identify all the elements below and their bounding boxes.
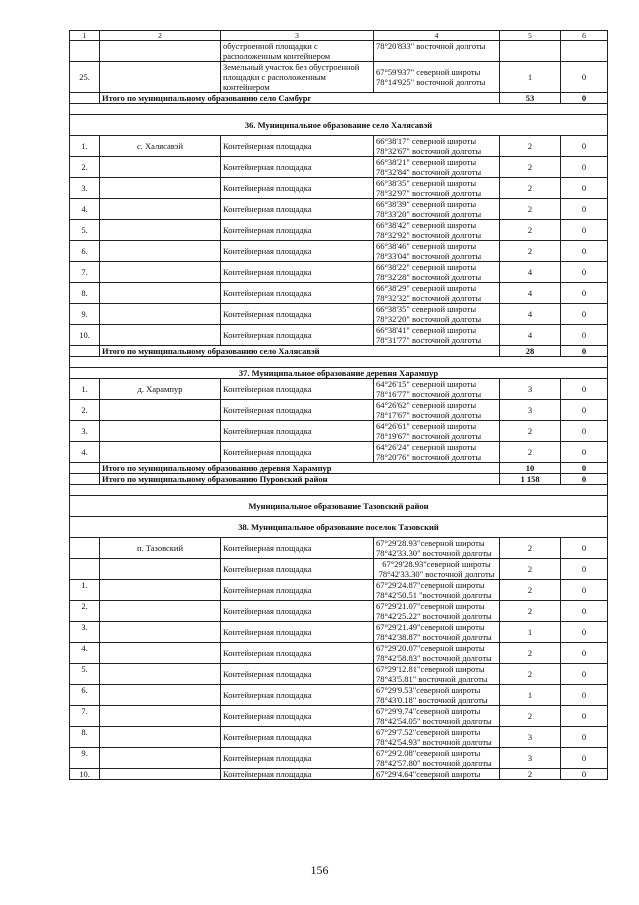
- coordinates: [374, 325, 500, 346]
- section-heading: [70, 115, 608, 136]
- total-label: Итого по муниципальному образованию село Самбург: [100, 93, 500, 104]
- longitude: 78°42'58.83" восточной долготы: [376, 653, 492, 663]
- row-number: 4.: [70, 442, 100, 463]
- continued-row: [70, 41, 608, 62]
- table-row: [70, 136, 608, 157]
- row-number: 6.: [70, 685, 100, 706]
- site-type: Контейнерная площадка: [221, 262, 374, 283]
- container-count: 4: [500, 304, 561, 325]
- row-number: [70, 559, 100, 580]
- longitude: 78°42'33.30" восточной долготы: [378, 569, 495, 579]
- col-header: 6: [561, 31, 608, 41]
- longitude: 78°14'925" восточной долготы: [376, 77, 486, 87]
- table-row: [70, 62, 608, 93]
- section-title: 37. Муниципальное образование деревня Харампур: [70, 368, 608, 379]
- coordinates: [374, 178, 500, 199]
- district-heading: [70, 496, 608, 517]
- table-row: [70, 538, 608, 559]
- container-count: 2: [500, 538, 561, 559]
- row-number: 10.: [70, 325, 100, 346]
- longitude: 78°20'76" восточной долготы: [376, 452, 482, 462]
- total-count: 10: [500, 463, 561, 474]
- container-count: 2: [500, 220, 561, 241]
- coordinates: [374, 559, 500, 580]
- table-row: [70, 400, 608, 421]
- extra-count: 0: [561, 62, 608, 93]
- site-type: Контейнерная площадка: [221, 748, 374, 769]
- extra-count: 0: [561, 178, 608, 199]
- extra-count: 0: [561, 643, 608, 664]
- row-number: 3.: [70, 622, 100, 643]
- container-count: 2: [500, 199, 561, 220]
- coordinates: [374, 664, 500, 685]
- total-row: [70, 93, 608, 104]
- latitude: 67°29'12.81"северной широты: [376, 664, 485, 674]
- row-number: 2.: [70, 400, 100, 421]
- latitude: 67°29'2.08"северной широты: [376, 748, 481, 758]
- longitude: 78°42'38.87" восточной долготы: [376, 632, 492, 642]
- container-sites-table: [69, 30, 608, 780]
- settlement-name: с. Халясавэй: [100, 136, 221, 157]
- latitude: 66°38'22" северной широты: [376, 262, 477, 272]
- row-number: 1.: [70, 136, 100, 157]
- coordinates: [374, 580, 500, 601]
- coordinates: [374, 400, 500, 421]
- extra-count: 0: [561, 538, 608, 559]
- row-number: 1.: [70, 580, 100, 601]
- table-row: [70, 241, 608, 262]
- longitude: 78°32'32" восточной долготы: [376, 293, 482, 303]
- total-count: 1 158: [500, 474, 561, 485]
- longitude: 78°43'5.81" восточной долготы: [376, 674, 488, 684]
- latitude: 66°38'29" северной широты: [376, 283, 477, 293]
- row-number: 3.: [70, 421, 100, 442]
- container-count: 3: [500, 748, 561, 769]
- coordinates: [374, 241, 500, 262]
- container-count: 2: [500, 559, 561, 580]
- extra-count: 0: [561, 304, 608, 325]
- coordinates: [374, 643, 500, 664]
- longitude: 78°16'77" восточной долготы: [376, 389, 482, 399]
- col-header: 2: [100, 31, 221, 41]
- total-row: [70, 474, 608, 485]
- row-number: 8.: [70, 283, 100, 304]
- site-type: Контейнерная площадка: [221, 706, 374, 727]
- longitude: 78°32'28" восточной долготы: [376, 272, 482, 282]
- coordinates: [374, 199, 500, 220]
- coordinates: [374, 442, 500, 463]
- extra-count: 0: [561, 379, 608, 400]
- table-row: [70, 727, 608, 748]
- row-number: 25.: [70, 62, 100, 93]
- site-type: Контейнерная площадка: [221, 241, 374, 262]
- coordinates: [374, 727, 500, 748]
- container-count: 4: [500, 262, 561, 283]
- extra-count: 0: [561, 622, 608, 643]
- container-count: 2: [500, 664, 561, 685]
- longitude: 78°19'67" восточной долготы: [376, 431, 482, 441]
- district-title: Муниципальное образование Тазовский район: [70, 496, 608, 517]
- table-row: [70, 442, 608, 463]
- longitude: 78°20'833" восточной долготы: [376, 41, 486, 51]
- table-row: [70, 622, 608, 643]
- extra-count: 0: [561, 664, 608, 685]
- container-count: 2: [500, 136, 561, 157]
- site-type: Контейнерная площадка: [221, 178, 374, 199]
- coordinates: [374, 706, 500, 727]
- longitude: 78°33'04" восточной долготы: [376, 251, 482, 261]
- row-number: 1.: [70, 379, 100, 400]
- latitude: 67°29'9.74"северной широты: [376, 706, 481, 716]
- longitude: 78°43'0.18" восточной долготы: [376, 695, 488, 705]
- row-number: 5.: [70, 664, 100, 685]
- extra-count: 0: [561, 325, 608, 346]
- column-number-header: [70, 31, 608, 41]
- extra-count: 0: [561, 559, 608, 580]
- coordinates: [374, 283, 500, 304]
- container-count: 2: [500, 421, 561, 442]
- section-37-rows: [70, 379, 608, 463]
- latitude: 67°59'937" северной широты: [376, 67, 481, 77]
- longitude: 78°42'25.22" восточной долготы: [376, 611, 492, 621]
- site-type: Контейнерная площадка: [221, 325, 374, 346]
- extra-count: 0: [561, 580, 608, 601]
- site-type: Контейнерная площадка: [221, 199, 374, 220]
- extra-count: 0: [561, 748, 608, 769]
- settlement-name: д. Харампур: [100, 379, 221, 400]
- longitude: 78°32'67" восточной долготы: [376, 146, 482, 156]
- site-type: Контейнерная площадка: [221, 157, 374, 178]
- longitude: 78°42'33.30" восточной долготы: [376, 548, 492, 558]
- table-row: [70, 220, 608, 241]
- site-type: Контейнерная площадка: [221, 559, 374, 580]
- section-heading: [70, 517, 608, 538]
- latitude: 64°26'62" северной широты: [376, 400, 477, 410]
- site-type: Контейнерная площадка: [221, 421, 374, 442]
- extra-count: 0: [561, 601, 608, 622]
- settlement-name: п. Тазовский: [100, 538, 221, 559]
- total-extra: 0: [561, 346, 608, 357]
- table-row: [70, 304, 608, 325]
- table-row: [70, 199, 608, 220]
- coordinates: [374, 157, 500, 178]
- container-count: 3: [500, 727, 561, 748]
- site-type: Контейнерная площадка: [221, 136, 374, 157]
- latitude: 67°29'28.93"северной широты: [376, 538, 485, 548]
- site-type: Контейнерная площадка: [221, 664, 374, 685]
- total-count: 53: [500, 93, 561, 104]
- container-count: 1: [500, 62, 561, 93]
- total-label: Итого по муниципальному образованию деревня Харампур: [100, 463, 500, 474]
- longitude: 78°42'54.05" восточной долготы: [376, 716, 492, 726]
- latitude: 67°29'21.49"северной широты: [376, 622, 485, 632]
- extra-count: 0: [561, 157, 608, 178]
- latitude: 64°26'61" северной широты: [376, 421, 477, 431]
- latitude: 66°38'41" северной широты: [376, 325, 477, 335]
- latitude: 66°38'17" северной широты: [376, 136, 477, 146]
- table-row: [70, 325, 608, 346]
- section-36-rows: [70, 136, 608, 346]
- total-count: 28: [500, 346, 561, 357]
- latitude: 66°38'21" северной широты: [376, 157, 477, 167]
- extra-count: 0: [561, 136, 608, 157]
- site-type: Контейнерная площадка: [221, 769, 374, 780]
- section-heading: [70, 368, 608, 379]
- coordinates: [374, 304, 500, 325]
- col-header: 3: [221, 31, 374, 41]
- row-number: 10.: [70, 769, 100, 780]
- row-number: 5.: [70, 220, 100, 241]
- latitude: 67°29'28.93"северной широты: [382, 559, 491, 569]
- site-type: Контейнерная площадка: [221, 580, 374, 601]
- longitude: 78°32'97" восточной долготы: [376, 188, 482, 198]
- table-row: [70, 262, 608, 283]
- total-extra: 0: [561, 93, 608, 104]
- table-row: [70, 664, 608, 685]
- total-label: Итого по муниципальному образованию Пуровский район: [100, 474, 500, 485]
- row-number: 8.: [70, 727, 100, 748]
- table-row: [70, 157, 608, 178]
- row-number: 3.: [70, 178, 100, 199]
- latitude: 66°38'46" северной широты: [376, 241, 477, 251]
- latitude: 66°38'35" северной широты: [376, 178, 477, 188]
- container-count: 3: [500, 379, 561, 400]
- coordinates: [374, 538, 500, 559]
- site-type: Контейнерная площадка: [221, 727, 374, 748]
- container-count: 2: [500, 706, 561, 727]
- latitude: 64°26'24" северной широты: [376, 442, 477, 452]
- site-type: Контейнерная площадка: [221, 643, 374, 664]
- latitude: 67°29'20.07"северной широты: [376, 643, 485, 653]
- extra-count: 0: [561, 442, 608, 463]
- row-number: 9.: [70, 304, 100, 325]
- row-number: 4.: [70, 643, 100, 664]
- extra-count: 0: [561, 421, 608, 442]
- table-row: [70, 421, 608, 442]
- container-count: 2: [500, 442, 561, 463]
- row-number: 7.: [70, 262, 100, 283]
- site-type: Контейнерная площадка: [221, 379, 374, 400]
- longitude: 78°33'20" восточной долготы: [376, 209, 482, 219]
- latitude: 67°29'21.07"северной широты: [376, 601, 485, 611]
- extra-count: 0: [561, 220, 608, 241]
- latitude: 66°38'35" северной широты: [376, 304, 477, 314]
- site-type: Контейнерная площадка: [221, 283, 374, 304]
- table-row: [70, 580, 608, 601]
- container-count: 1: [500, 622, 561, 643]
- container-count: 2: [500, 241, 561, 262]
- site-type: Контейнерная площадка: [221, 685, 374, 706]
- longitude: 78°42'54.93" восточной долготы: [376, 737, 492, 747]
- coordinates: [374, 136, 500, 157]
- site-type: Контейнерная площадка: [221, 442, 374, 463]
- extra-count: 0: [561, 769, 608, 780]
- latitude: 64°26'15" северной широты: [376, 379, 477, 389]
- latitude: 67°29'4.64"северной широты: [374, 769, 500, 780]
- site-type: Контейнерная площадка: [221, 304, 374, 325]
- container-count: 2: [500, 580, 561, 601]
- site-type: Контейнерная площадка: [221, 622, 374, 643]
- table-row: [70, 379, 608, 400]
- longitude: 78°32'84" восточной долготы: [376, 167, 482, 177]
- row-number: 2.: [70, 601, 100, 622]
- extra-count: 0: [561, 400, 608, 421]
- longitude: 78°17'67" восточной долготы: [376, 410, 482, 420]
- table-row: [70, 601, 608, 622]
- total-label: Итого по муниципальному образованию село Халясавэй: [100, 346, 500, 357]
- col-header: 5: [500, 31, 561, 41]
- container-count: 2: [500, 178, 561, 199]
- latitude: 67°29'24.87"северной широты: [376, 580, 485, 590]
- container-count: 4: [500, 283, 561, 304]
- total-row: [70, 463, 608, 474]
- longitude: 78°42'57.80" восточной долготы: [376, 758, 492, 768]
- row-number: 9.: [70, 748, 100, 769]
- container-count: 2: [500, 643, 561, 664]
- latitude: 67°29'9.53"северной широты: [376, 685, 481, 695]
- extra-count: 0: [561, 706, 608, 727]
- site-type: Контейнерная площадка: [221, 601, 374, 622]
- table-row: [70, 685, 608, 706]
- site-type: Земельный участок без обустроенной площадки с расположенным контейнером: [221, 62, 374, 93]
- table-row: [70, 706, 608, 727]
- extra-count: 0: [561, 283, 608, 304]
- section-38-rows: [70, 580, 608, 769]
- latitude: 66°38'39" северной широты: [376, 199, 477, 209]
- site-type: Контейнерная площадка: [221, 538, 374, 559]
- coordinates: [374, 748, 500, 769]
- row-number: 7.: [70, 706, 100, 727]
- page-number: 156: [310, 863, 329, 877]
- section-title: 36. Муниципальное образование село Халясавэй: [70, 115, 608, 136]
- container-count: 2: [500, 601, 561, 622]
- container-count: 3: [500, 400, 561, 421]
- row-number: 2.: [70, 157, 100, 178]
- longitude: 78°32'92" восточной долготы: [376, 230, 482, 240]
- row-number: 6.: [70, 241, 100, 262]
- coordinates: [374, 262, 500, 283]
- longitude: 78°42'50.51 "восточной долготы: [376, 590, 492, 600]
- latitude: 67°29'7.52"северной широты: [376, 727, 481, 737]
- row-number: [70, 538, 100, 559]
- coordinates: [374, 421, 500, 442]
- container-count: 2: [500, 157, 561, 178]
- latitude: 66°38'42" северной широты: [376, 220, 477, 230]
- coordinates: [374, 379, 500, 400]
- total-extra: 0: [561, 463, 608, 474]
- coordinates: [374, 622, 500, 643]
- container-count: 2: [500, 769, 561, 780]
- site-type: Контейнерная площадка: [221, 220, 374, 241]
- row-number: 4.: [70, 199, 100, 220]
- longitude: 78°31'77" восточной долготы: [376, 335, 482, 345]
- site-type: Контейнерная площадка: [221, 400, 374, 421]
- site-type: обустроенной площадки с расположенным контейнером: [221, 41, 374, 62]
- extra-count: 0: [561, 727, 608, 748]
- coordinates: [374, 220, 500, 241]
- table-row: [70, 748, 608, 769]
- coordinates: [374, 601, 500, 622]
- extra-count: 0: [561, 685, 608, 706]
- coordinates: [374, 685, 500, 706]
- table-row: [70, 559, 608, 580]
- section-title: 38. Муниципальное образование поселок Тазовский: [70, 517, 608, 538]
- table-row: [70, 283, 608, 304]
- table-row: [70, 178, 608, 199]
- col-header: 4: [374, 31, 500, 41]
- extra-count: 0: [561, 241, 608, 262]
- longitude: 78°32'20" восточной долготы: [376, 314, 482, 324]
- container-count: 4: [500, 325, 561, 346]
- extra-count: 0: [561, 262, 608, 283]
- col-header: 1: [70, 31, 100, 41]
- table-row: [70, 769, 608, 780]
- container-count: 1: [500, 685, 561, 706]
- extra-count: 0: [561, 199, 608, 220]
- total-row: [70, 346, 608, 357]
- total-extra: 0: [561, 474, 608, 485]
- table-row: [70, 643, 608, 664]
